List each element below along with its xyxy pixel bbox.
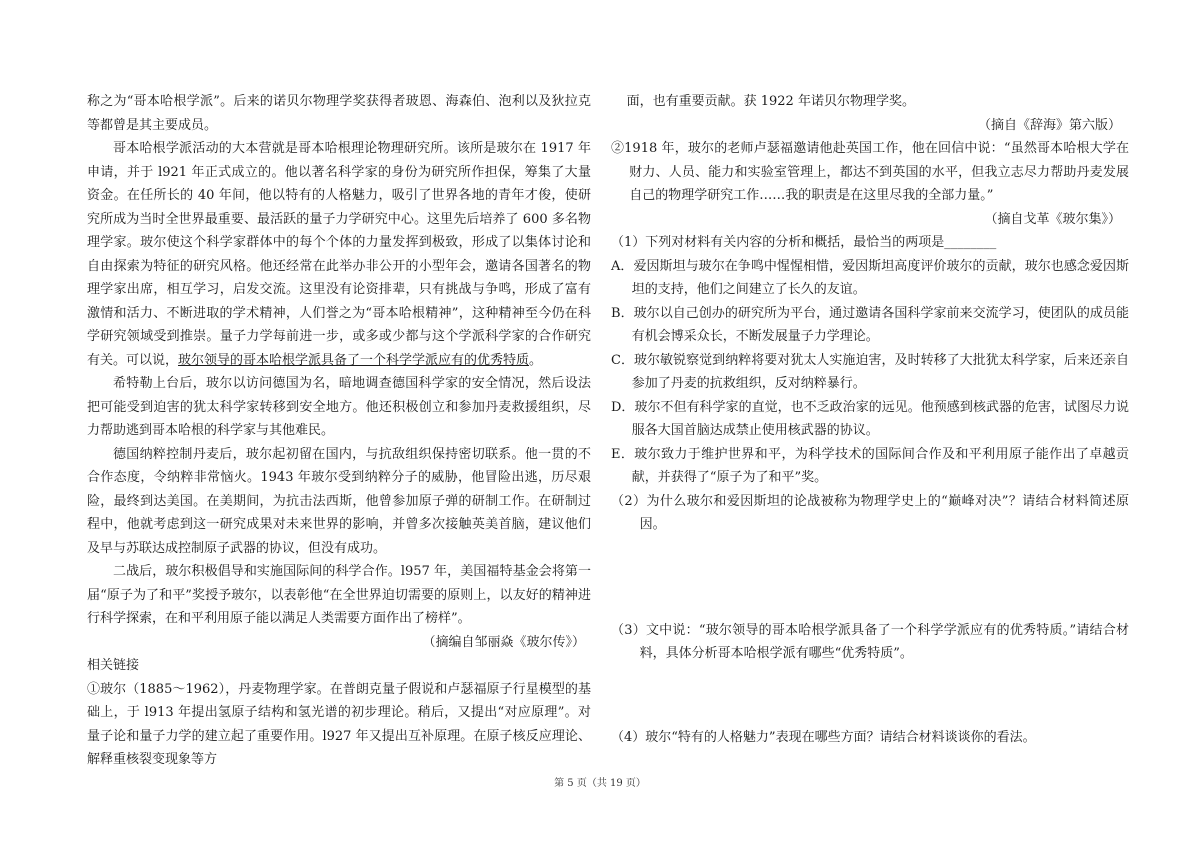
reading-para-3: 希特勒上台后，玻尔以访问德国为名，暗地调查德国科学家的安全情况，然后设法把可能受到迫害的犹太科学家转移到安全地方。他还积极创立和参加丹麦救援组织，尽力帮助逃到哥本哈根的科学家与其他难民。 [87,376,591,438]
option-e[interactable]: E．玻尔致力于维护世界和平，为科学技术的国际间合作及和平利用原子能作出了卓越贡献，并获得了“原子为了和平”奖。 [611,446,1129,485]
article-source: （摘编自邹丽焱《玻尔传》） [422,634,585,650]
option-a[interactable]: A．爱因斯坦与玻尔在争鸣中惺惺相惜，爱因斯坦高度评价玻尔的贡献，玻尔也感念爱因斯坦的支持，他们之间建立了长久的友谊。 [611,258,1129,297]
question-3: （3）文中说：“玻尔领导的哥本哈根学派具备了一个科学学派应有的优秀特质。”请结合材料，具体分析哥本哈根学派有哪些“优秀特质”。 [611,622,1129,661]
reading-para-2 [87,137,591,372]
related-links-heading: 相关链接 [87,658,140,673]
option-d[interactable]: D．玻尔不但有科学家的直觉，也不乏政治家的远见。他预感到核武器的危害，试图尽力说服各大国首脑达成禁止使用核武器的协议。 [611,399,1129,438]
question-1: （1）下列对材料有关内容的分析和概括，最恰当的两项是________ [611,235,997,250]
question-4: （4）玻尔“特有的人格魅力”表现在哪些方面？请结合材料谈谈你的看法。 [611,729,1036,745]
option-c[interactable]: C．玻尔敏锐察觉到纳粹将要对犹太人实施迫害，及时转移了大批犹太科学家，后来还亲自参加了丹麦的抗救组织，反对纳粹暴行。 [611,352,1129,391]
reading-para-2-end: 。 [529,352,543,368]
related-link-2-source: （摘自戈革《玻尔集》） [984,211,1121,227]
reading-para-1-continued: 称之为“哥本哈根学派”。后来的诺贝尔物理学奖获得者玻恩、海森伯、泡利以及狄拉克等都曾是其主要成员。 [87,94,591,133]
related-link-1-source: （摘自《辞海》第六版） [977,117,1121,133]
left-column [87,90,591,772]
answer-space-3 [611,666,1129,726]
answer-space-2 [611,537,1129,597]
reading-para-4: 德国纳粹控制丹麦后，玻尔起初留在国内，与抗敌组织保持密切联系。他一贯的不合作态度，令纳粹非常恼火。1943 年玻尔受到纳粹分子的威胁，他冒险出逃，历尽艰险，最终到达美国。在美期间，为抗击法西斯，他曾参加原子弹的研制工作。在研制过程中，他就考虑到这一研究成果对未来世界的影响，并曾多次接触英美首脑，建议他们及早与苏联达成控制原子武器的协议，但没有成功。 [87,446,591,556]
related-link-2: ②1918 年，玻尔的老师卢瑟福邀请他赴英国工作，他在回信中说：“虽然哥本哈根大学在财力、人员、能力和实验室管理上，都达不到英国的水平，但我立志尽力帮助丹麦发展自己的物理学研究工作……我的职责是在这里尽我的全部力量。” [611,141,1129,203]
question-2: （2）为什么玻尔和爱因斯坦的论战被称为物理学史上的“巅峰对决”？请结合材料简述原因。 [611,493,1129,532]
reading-para-5: 二战后，玻尔积极倡导和实施国际间的科学合作。l957 年，美国福特基金会将第一届“原子为了和平”奖授予玻尔，以表彰他“在全世界迫切需要的原则上，以友好的精神进行科学探索，在和平利用原子能以满足人类需要方面作出了榜样”。 [87,564,591,626]
related-link-1-continued: 面，也有重要贡献。获 1922 年诺贝尔物理学奖。 [626,94,915,109]
related-link-1: ①玻尔（1885～1962），丹麦物理学家。在普朗克量子假说和卢瑟福原子行星模型的基础上，于 l913 年提出氢原子结构和氢光谱的初步理论。稍后，又提出“对应原理”。对量子论和量子力学的建立起了重要作用。l927 年又提出互补原理。在原子核反应理论、解释重核裂变现象等方 [87,681,591,767]
underlined-sentence: 玻尔领导的哥本哈根学派具备了一个科学学派应有的优秀特质 [178,352,530,368]
reading-para-2-text: 哥本哈根学派活动的大本营就是哥本哈根理论物理研究所。该所是玻尔在 1917 年申请，并于 l921 年正式成立的。他以著名科学家的身份为研究所作担保，筹集了大量资金。在任所长的 40 年间，他以特有的人格魅力，吸引了世界各地的青年才俊，使研究所成为当时全世界最重要、最活跃的量子力学研究中心。这里先后培养了 600 多名物理学家。玻尔使这个科学家群体中的每个个体的力量发挥到极致，形成了以集体讨论和自由探索为特征的研究风格。他还经常在此举办非公开的小型年会，邀请各国著名的物理学家出席，相互学习，启发交流。这里没有论资排辈，只有挑战与争鸣，形成了富有激情和活力、不断进取的学术精神，人们誉之为“哥本哈根精神”，这种精神至今仍在科学研究领域受到推崇。量子力学每前进一步，或多或少都与这个学派科学家的合作研究有关。可以说， [87,141,591,368]
right-column [611,90,1129,749]
answer-space-2b [611,597,1129,619]
option-b[interactable]: B．玻尔以自己创办的研究所为平台，通过邀请各国科学家前来交流学习，使团队的成员能有机会博采众长，不断发展量子力学理论。 [611,305,1129,344]
page-number-footer: 第 5 页（共 19 页） [554,778,646,789]
